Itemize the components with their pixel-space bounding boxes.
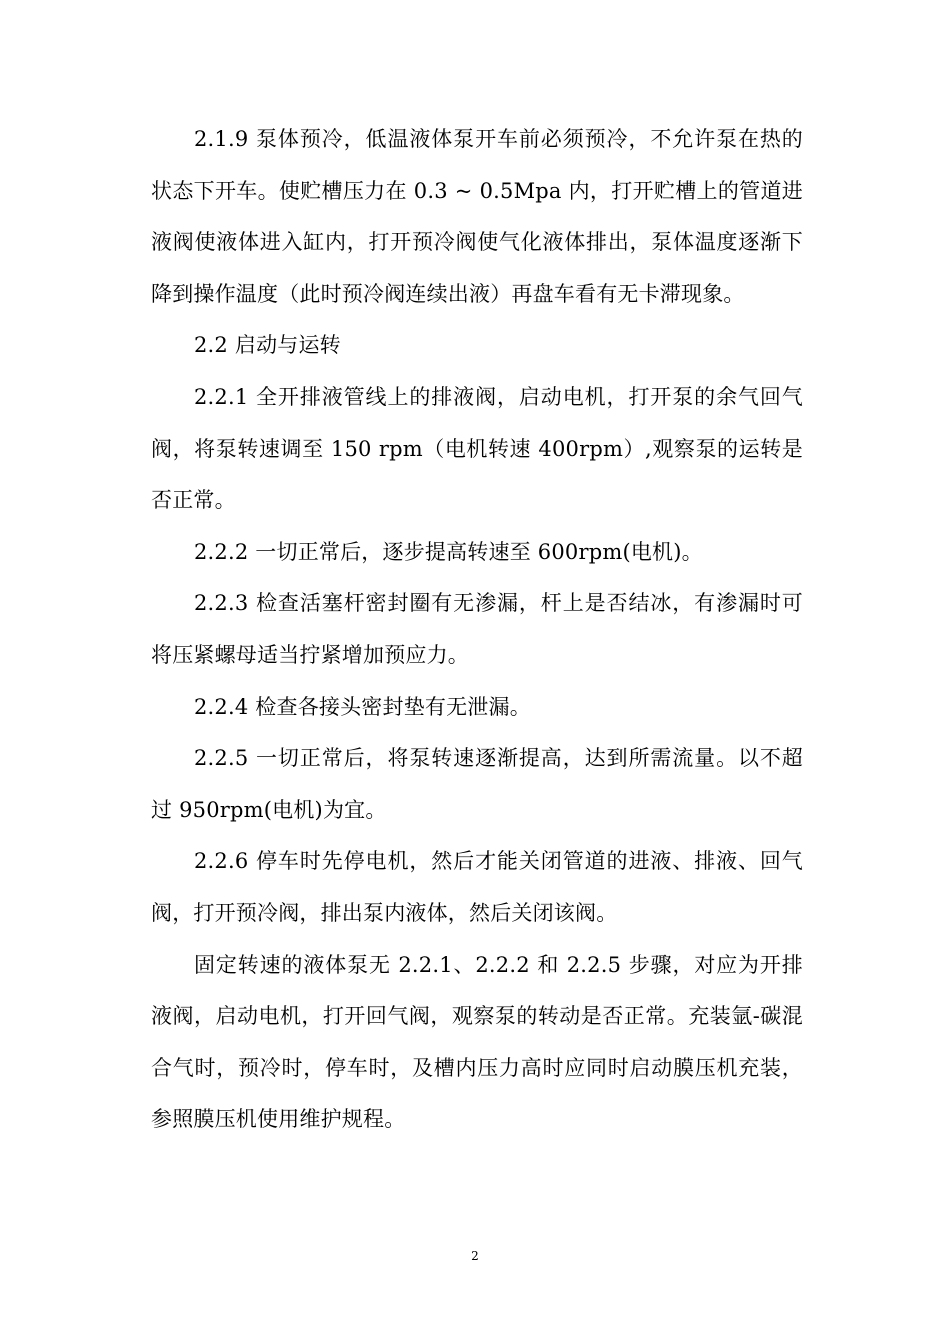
paragraph-2-2-2: 2.2.2 一切正常后，逐步提高转速至 600rpm(电机)。: [194, 539, 703, 564]
paragraph-2-1-9: 2.1.9 泵体预冷，低温液体泵开车前必须预冷，不允许泵在热的状态下开车。使贮槽压力在 0.3 ~ 0.5Mpa 内，打开贮槽上的管道进液阀使液体进入缸内，打开预冷阀使气化液体排出，泵体温度逐渐下降到操作温度（此时预冷阀连续出液）再盘车看有无卡滞现象。: [151, 127, 803, 306]
section-heading-2-2: 2.2 启动与运转: [194, 333, 341, 358]
paragraph-fixed-speed-pump: 固定转速的液体泵无 2.2.1、2.2.2 和 2.2.5 步骤，对应为开排液阀，启动电机，打开回气阀，观察泵的转动是否正常。充装氩-碳混合气时，预冷时，停车时，及槽内压力高时应同时启动膜压机充装，参照膜压机使用维护规程。: [151, 952, 803, 1132]
paragraph-2-2-3: 2.2.3 检查活塞杆密封圈有无渗漏，杆上是否结冰，有渗漏时可将压紧螺母适当拧紧增加预应力。: [151, 591, 803, 667]
paragraph-2-2-5: 2.2.5 一切正常后，将泵转速逐渐提高，达到所需流量。以不超过 950rpm(电机)为宜。: [151, 746, 803, 822]
document-body: [151, 114, 803, 1146]
paragraph-2-2-6: 2.2.6 停车时先停电机，然后才能关闭管道的进液、排液、回气阀，打开预冷阀，排出泵内液体，然后关闭该阀。: [151, 849, 803, 925]
paragraph-2-2-4: 2.2.4 检查各接头密封垫有无泄漏。: [194, 694, 531, 719]
paragraph-2-2-1: 2.2.1 全开排液管线上的排液阀，启动电机，打开泵的余气回气阀，将泵转速调至 150 rpm（电机转速 400rpm）,观察泵的运转是否正常。: [151, 384, 803, 513]
page-number: 2: [471, 1249, 479, 1263]
